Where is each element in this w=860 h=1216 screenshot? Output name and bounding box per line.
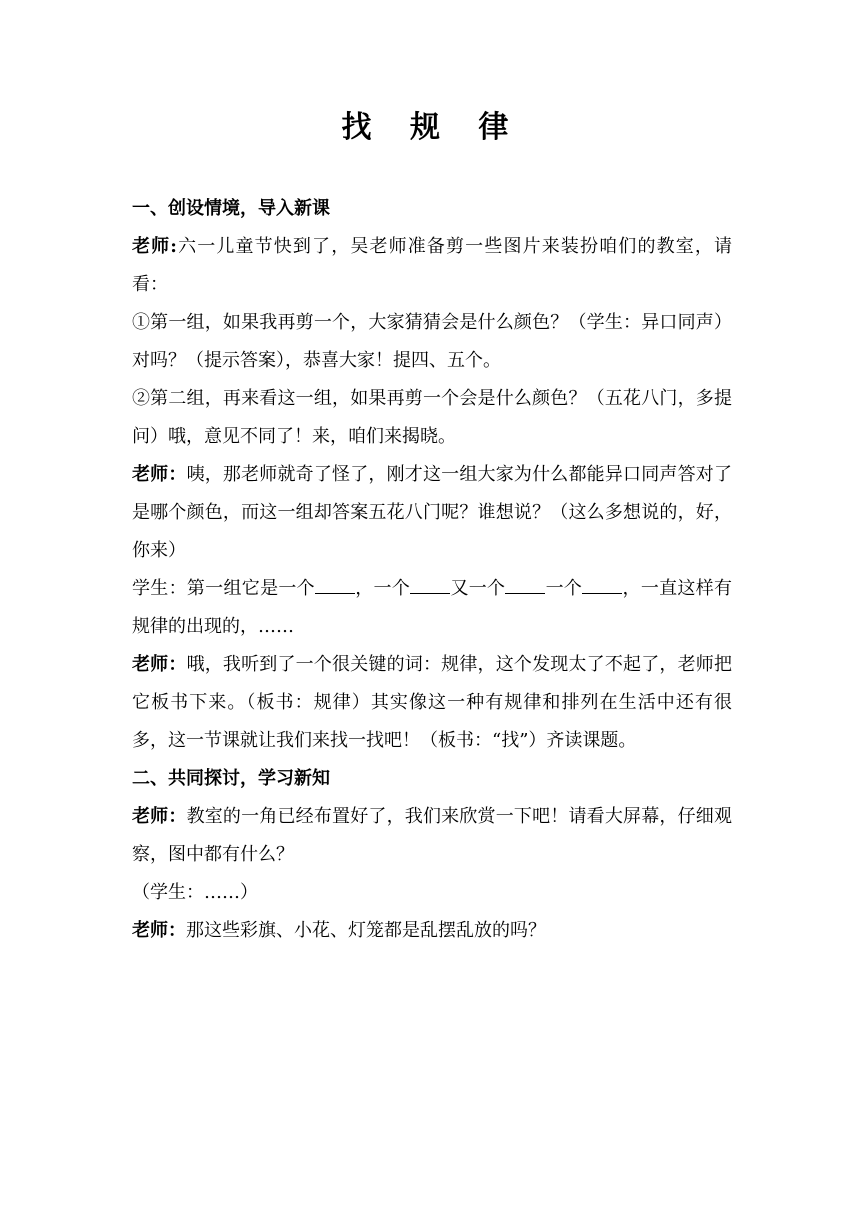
paragraph [132, 456, 732, 570]
fill-blank [505, 577, 545, 594]
paragraph-text: ①第一组，如果我再剪一个，大家猜猜会是什么颜色？（学生：异口同声）对吗？（提示答案），恭喜大家！提四、五个。 [132, 312, 732, 371]
speaker-label: 老师： [132, 654, 187, 675]
paragraph-text: ②第二组，再来看这一组，如果再剪一个会是什么颜色？（五花八门，多提问）哦，意见不同了！来，咱们来揭晓。 [132, 388, 732, 447]
paragraph-text: 教室的一角已经布置好了，我们来欣赏一下吧！请看大屏幕，仔细观察，图中都有什么？ [132, 806, 732, 865]
student-text: 一个 [545, 578, 583, 599]
student-text: ，一直这样有规律的出现的，…… [132, 578, 733, 637]
paragraph-text: 那这些彩旗、小花、灯笼都是乱摆乱放的吗？ [186, 920, 546, 941]
speaker-label: 老师： [132, 464, 187, 485]
speaker-label: 老师： [132, 806, 187, 827]
fill-blank [582, 577, 622, 594]
paragraph [132, 304, 732, 380]
paragraph-text: 六一儿童节快到了，吴老师准备剪一些图片来装扮咱们的教室，请看： [132, 236, 732, 295]
page-title: 找 规 律 [341, 110, 523, 145]
paragraph-text: 哦，我听到了一个很关键的词：规律，这个发现太了不起了，老师把它板书下来。（板书：规律）其实像这一种有规律和排列在生活中还有很多，这一节课就让我们来找一找吧！（板书：“找”）齐读课题。 [132, 654, 732, 751]
paragraph [132, 228, 732, 304]
student-text: 又一个 [450, 578, 506, 599]
fill-blank [315, 577, 355, 594]
speaker-label: 老师: [132, 236, 177, 257]
section-heading: 二、共同探讨，学习新知 [132, 768, 330, 789]
paragraph [132, 380, 732, 456]
paragraph [132, 646, 732, 760]
student-text: 学生：第一组它是一个 [132, 578, 315, 599]
student-text: ，一个 [354, 578, 411, 599]
speaker-label: 老师： [132, 920, 186, 941]
section-heading: 一、创设情境，导入新课 [132, 198, 330, 219]
fill-blank [410, 577, 450, 594]
student-line [132, 570, 732, 646]
paragraph [132, 912, 732, 950]
paragraph [132, 798, 732, 874]
paragraph [132, 874, 732, 912]
paragraph-text: 咦，那老师就奇了怪了，刚才这一组大家为什么都能异口同声答对了是哪个颜色，而这一组却答案五花八门呢？谁想说？（这么多想说的，好，你来） [132, 464, 732, 561]
paragraph-text: （学生：……） [132, 882, 258, 903]
document-page [132, 96, 732, 950]
